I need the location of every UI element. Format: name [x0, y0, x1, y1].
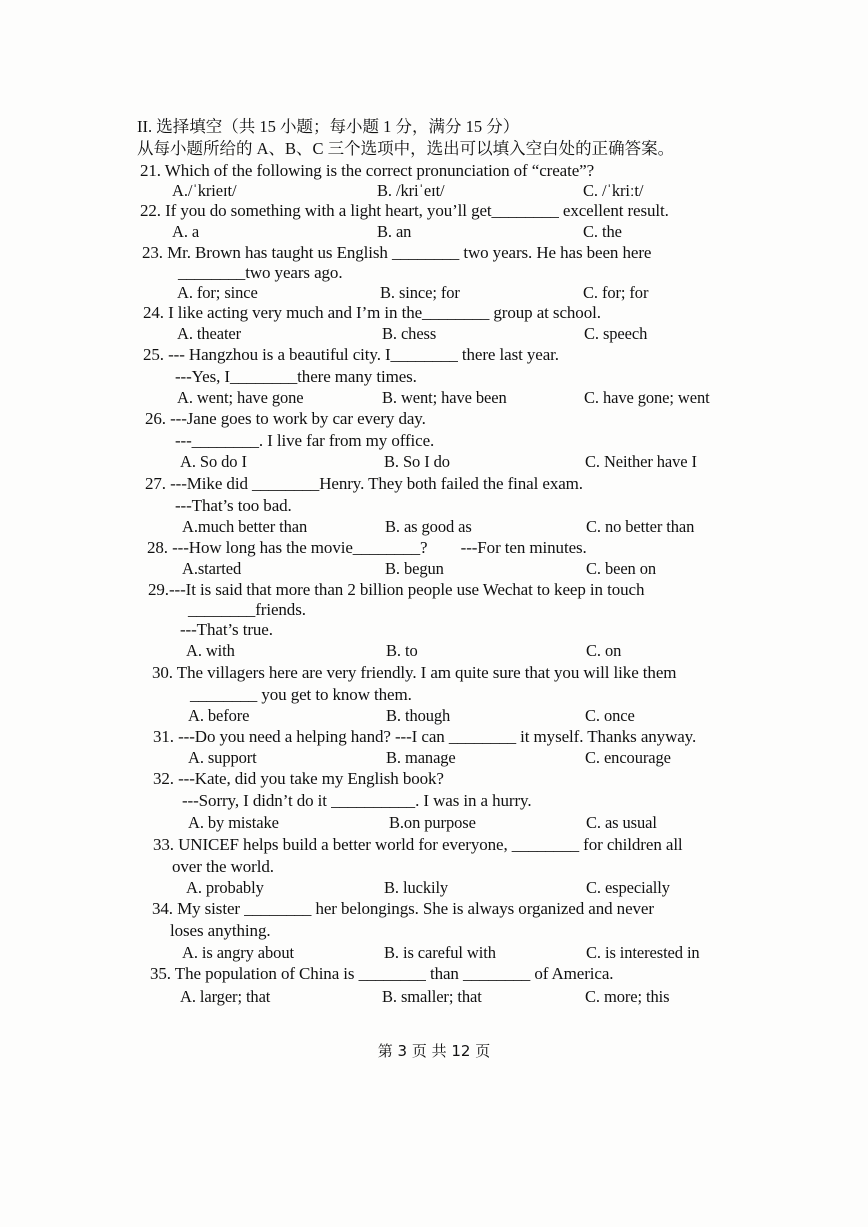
- question-24-option-a: A. theater: [177, 324, 242, 343]
- question-24-stem: 24. I like acting very much and I’m in the________ group at school.: [143, 303, 601, 322]
- question-26-option-c: C. Neither have I: [585, 452, 697, 471]
- question-28-option-a: A.started: [182, 559, 242, 578]
- question-32-option-a: A. by mistake: [188, 813, 279, 832]
- question-29-stem-cont: ________friends.: [188, 600, 306, 619]
- question-21-option-c: C. /ˈkriːt/: [583, 181, 644, 200]
- question-34-stem-cont: loses anything.: [170, 921, 271, 940]
- question-22-option-b: B. an: [377, 222, 412, 241]
- question-25-stem-cont: ---Yes, I________there many times.: [175, 367, 417, 386]
- question-21-option-a: A./ˈkrieɪt/: [172, 181, 237, 200]
- question-26-stem-cont: ---________. I live far from my office.: [175, 431, 435, 450]
- question-23-stem-cont: ________two years ago.: [178, 263, 343, 282]
- question-30-stem: 30. The villagers here are very friendly. I am quite sure that you will like them: [152, 663, 677, 682]
- question-23-option-a: A. for; since: [177, 283, 258, 302]
- question-22-option-a: A. a: [172, 222, 200, 241]
- question-23-option-b: B. since; for: [380, 283, 460, 302]
- question-26-option-a: A. So do I: [180, 452, 247, 471]
- question-23-stem: 23. Mr. Brown has taught us English ________ two years. He has been here: [142, 243, 652, 262]
- question-28-stem: 28. ---How long has the movie________? ---For ten minutes.: [147, 538, 587, 557]
- question-22-stem: 22. If you do something with a light heart, you’ll get________ excellent result.: [140, 201, 669, 220]
- question-21-option-b: B. /kriˈeɪt/: [377, 181, 445, 200]
- question-28-option-c: C. been on: [586, 559, 657, 578]
- question-32-option-b: B.on purpose: [389, 813, 476, 832]
- question-29-option-a: A. with: [186, 641, 235, 660]
- question-25-option-a: A. went; have gone: [177, 388, 304, 407]
- question-25-stem: 25. --- Hangzhou is a beautiful city. I________ there last year.: [143, 345, 559, 364]
- question-25-option-b: B. went; have been: [382, 388, 507, 407]
- question-32-stem: 32. ---Kate, did you take my English book?: [153, 769, 444, 788]
- question-25-option-c: C. have gone; went: [584, 388, 710, 407]
- question-35-stem: 35. The population of China is ________ than ________ of America.: [150, 964, 614, 983]
- question-34-option-a: A. is angry about: [182, 943, 294, 962]
- question-29-stem: 29.---It is said that more than 2 billion people use Wechat to keep in touch: [148, 580, 645, 599]
- question-26-option-b: B. So I do: [384, 452, 450, 471]
- question-32-option-c: C. as usual: [586, 813, 657, 832]
- question-27-option-b: B. as good as: [385, 517, 472, 536]
- question-27-stem: 27. ---Mike did ________Henry. They both failed the final exam.: [145, 474, 583, 493]
- question-32-stem-cont: ---Sorry, I didn’t do it __________. I was in a hurry.: [182, 791, 532, 810]
- section-instruction: 从每小题所给的 A、B、C 三个选项中，选出可以填入空白处的正确答案。: [137, 139, 675, 158]
- question-31-option-c: C. encourage: [585, 748, 671, 767]
- question-34-stem: 34. My sister ________ her belongings. She is always organized and never: [152, 899, 654, 918]
- question-30-option-c: C. once: [585, 706, 635, 725]
- question-31-option-b: B. manage: [386, 748, 456, 767]
- question-27-stem-cont: ---That’s too bad.: [175, 496, 292, 515]
- question-33-stem-cont: over the world.: [172, 857, 274, 876]
- question-24-option-b: B. chess: [382, 324, 437, 343]
- question-33-option-a: A. probably: [186, 878, 264, 897]
- question-29-option-b: B. to: [386, 641, 418, 660]
- question-34-option-c: C. is interested in: [586, 943, 700, 962]
- question-24-option-c: C. speech: [584, 324, 648, 343]
- question-33-stem: 33. UNICEF helps build a better world for everyone, ________ for children all: [153, 835, 683, 854]
- question-31-option-a: A. support: [188, 748, 257, 767]
- question-22-option-c: C. the: [583, 222, 622, 241]
- question-28-option-b: B. begun: [385, 559, 444, 578]
- question-35-option-a: A. larger; that: [180, 987, 271, 1006]
- question-29-stem-reply: ---That’s true.: [180, 620, 273, 639]
- section-title: II. 选择填空（共 15 小题；每小题 1 分，满分 15 分）: [137, 117, 520, 136]
- page-footer: 第 3 页 共 12 页: [377, 1042, 491, 1060]
- question-31-stem: 31. ---Do you need a helping hand? ---I can ________ it myself. Thanks anyway.: [153, 727, 697, 746]
- question-30-option-b: B. though: [386, 706, 451, 725]
- question-23-option-c: C. for; for: [583, 283, 649, 302]
- question-27-option-c: C. no better than: [586, 517, 695, 536]
- question-29-option-c: C. on: [586, 641, 622, 660]
- question-30-option-a: A. before: [188, 706, 250, 725]
- question-33-option-b: B. luckily: [384, 878, 449, 897]
- question-26-stem: 26. ---Jane goes to work by car every day.: [145, 409, 426, 428]
- question-21-stem: 21. Which of the following is the correct pronunciation of “create”?: [140, 161, 595, 180]
- question-35-option-b: B. smaller; that: [382, 987, 482, 1006]
- question-35-option-c: C. more; this: [585, 987, 670, 1006]
- question-27-option-a: A.much better than: [182, 517, 308, 536]
- question-33-option-c: C. especially: [586, 878, 670, 897]
- question-34-option-b: B. is careful with: [384, 943, 496, 962]
- question-30-stem-cont: ________ you get to know them.: [190, 685, 412, 704]
